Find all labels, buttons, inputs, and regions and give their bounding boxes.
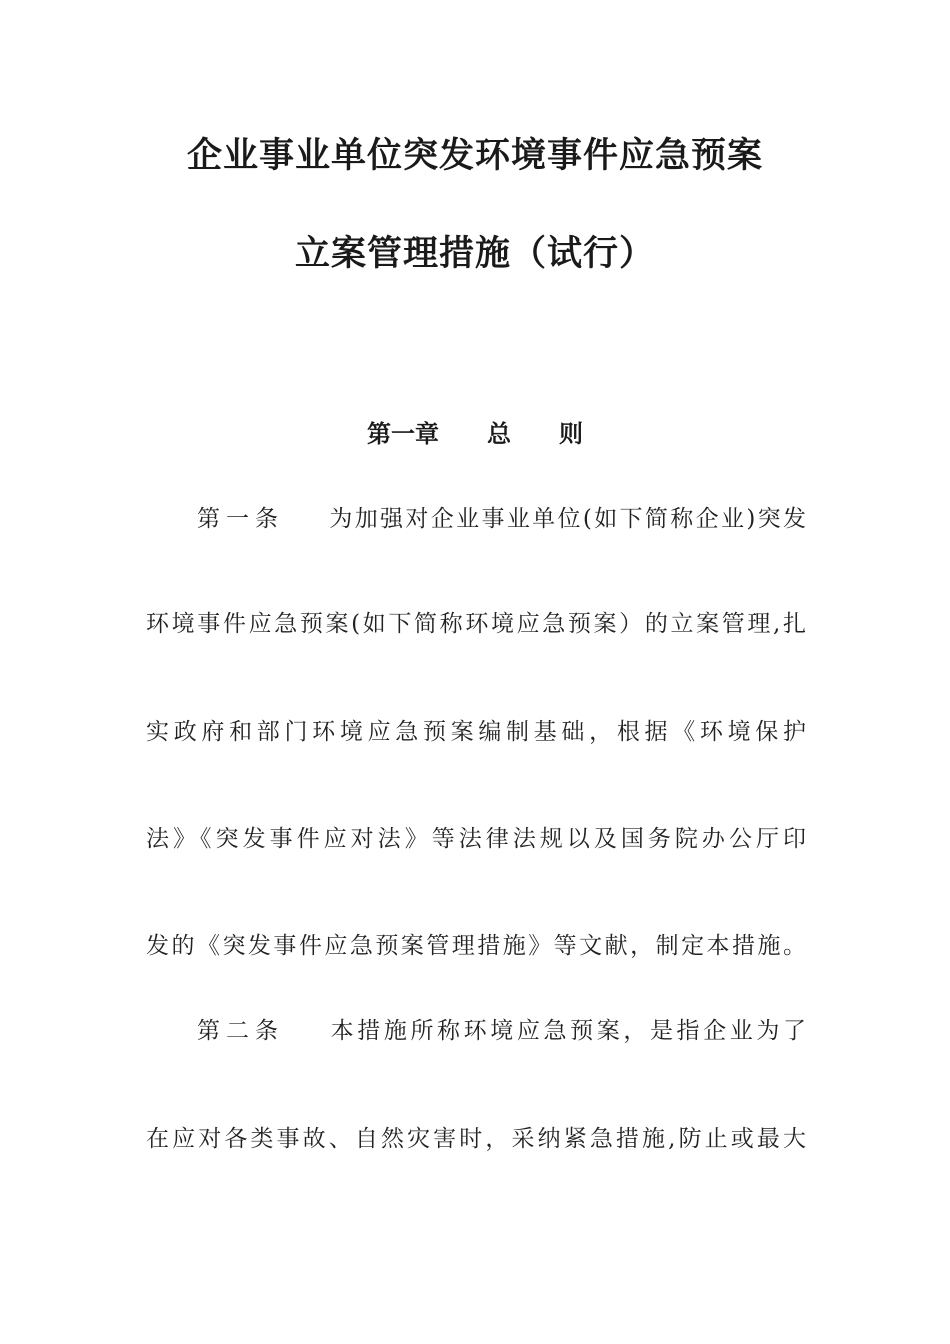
- document-title-line-1: 企业事业单位突发环境事件应急预案: [186, 135, 763, 176]
- article-1-label: 第一条: [197, 506, 284, 532]
- article-1-line-5: 发的《突发事件应急预案管理措施》等文献，制定本措施。: [146, 933, 806, 959]
- article-1-text: 为加强对企业事业单位(如下简称企业)突发: [327, 506, 806, 532]
- document-title-line-2: 立案管理措施（试行）: [294, 233, 655, 274]
- chapter-heading: 第一章 总 则: [367, 420, 583, 448]
- article-1-line-3: 实政府和部门环境应急预案编制基础，根据《环境保护: [146, 719, 806, 745]
- article-1-line-4: 法》《突发事件应对法》等法律法规以及国务院办公厅印: [146, 826, 806, 852]
- article-1-line-2: 环境事件应急预案(如下简称环境应急预案）的立案管理,扎: [146, 611, 806, 637]
- article-2-label: 第二条: [197, 1018, 284, 1044]
- article-1-line-1: [197, 500, 806, 533]
- article-2-text: 本措施所称环境应急预案，是指企业为了: [327, 1018, 806, 1044]
- article-2-line-2: 在应对各类事故、自然灾害时，采纳紧急措施,防止或最大: [146, 1126, 806, 1152]
- article-2-line-1: [197, 1012, 806, 1045]
